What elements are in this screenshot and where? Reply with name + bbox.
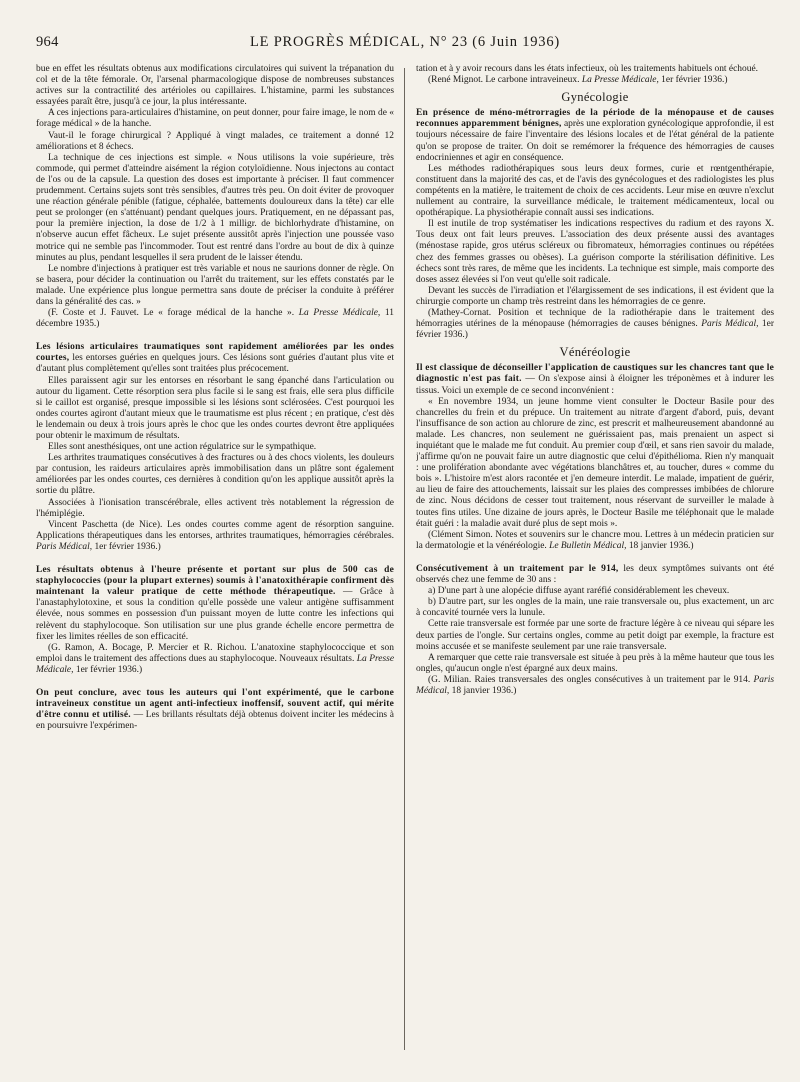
lead-sentence: Les lésions articulaires traumatiques sont rapidement améliorées par les ondes courtes, bbox=[36, 342, 394, 364]
paragraph: Les méthodes radiothérapiques sous leurs deux formes, curie et rœntgenthérapie, constituent dans la majorité des cas, et de l'avis des gynécologues et des radiologistes les plus compétents en la matière, le traitement de choix de ces accidents. Leur mise en œuvre n'exclut nullement au contraire, la surveillance médicale, le traitement médicamenteux, local ou opothérapique. La physiothérapie connaît aussi ses indications. bbox=[416, 163, 774, 219]
section-heading-gynecologie: Gynécologie bbox=[561, 90, 629, 105]
paragraph: On peut conclure, avec tous les auteurs qui l'ont expérimenté, que le carbone intraveineux constitue un agent anti-infectieux inoffensif, souvent actif, qui mérite d'être connu et utilisé. — Les brillants résultats déjà obtenus doivent inciter les médecins à en poursuivre l'expérimen- bbox=[36, 687, 394, 732]
reference: (Clément Simon. Notes et souvenirs sur le chancre mou. Lettres à un médecin praticien sur la dermatologie et la vénéréologie. Le Bulletin Médical, 18 janvier 1936.) bbox=[416, 529, 774, 551]
paragraph: La technique de ces injections est simple. « Nous utilisons la voie supérieure, très commode, qui permet d'atteindre aisément la région cotyloïdienne. Nous injectons au contact de l'os ou de la capsule. La question des doses est importante à préciser. Il faut commencer prudemment. Certains sujets sont très sensibles, d'autres très peu. On doit éviter de provoquer une réaction générale pénible (fatigue, céphalée, battements douloureux dans la tête) car elle peut se prolonger (en s'atténuant) pendant quelques jours. Pratiquement, en ne dépassant pas, pour la première injection, la dose de 1/2 à 1 milligr. de bichlorhydrate d'histamine, on n'observe aucun effet fâcheux. Le sujet présente aussitôt après l'injection une poussée vaso motrice qui ne semble pas l'incommoder. Tout est rentré dans l'ordre au bout de dix à quinze minutes au plus, pendant lesquelles il sera prudent de le laisser étendu. bbox=[36, 152, 394, 263]
page-number: 964 bbox=[36, 34, 59, 50]
paragraph: Les résultats obtenus à l'heure présente et portant sur plus de 500 cas de staphylococcies (pour la plupart externes) soumis à l'anatoxithérapie confirment dès maintenant la valeur pratique de cette méthode thérapeutique. — Grâce à l'anastaphylotoxine, et sous la condition qu'elle possède une valeur antigène suffisamment élevée, nous sommes en possession d'un puissant moyen de lutte contre les infections qui relèvent du staphylocoque. Son utilisation sur une plus grande échelle encore permettra de fixer les limites réelles de son efficacité. bbox=[36, 565, 394, 642]
column-divider bbox=[404, 68, 405, 1050]
paragraph: En présence de méno-métrorragies de la période de la ménopause et de causes reconnues apparemment bénignes, après une exploration gynécologique approfondie, il est toujours nécessaire de faire l'inventaire des lésions locales et de l'état général de la patiente qu'on se propose de traiter. On doit se remémorer la fréquence des hémorragies de causes endocriniennes et agir en conséquence. bbox=[416, 108, 774, 163]
lead-sentence: En présence de méno-métrorragies de la période de la ménopause et de causes reconnues apparemment bénignes, bbox=[416, 108, 774, 130]
section-heading-venereologie: Vénéréologie bbox=[559, 345, 631, 360]
paragraph: Associées à l'ionisation transcérébrale, elles activent très notablement la régression de l'hémiplégie. bbox=[36, 497, 394, 519]
lead-sentence: Consécutivement à un traitement par le 914, bbox=[416, 563, 619, 574]
reference: (F. Coste et J. Fauvet. Le « forage médical de la hanche ». La Presse Médicale, 11 décembre 1935.) bbox=[36, 308, 394, 330]
paragraph: b) D'autre part, sur les ongles de la main, une raie transversale ou, plus exactement, un arc à concavité tournée vers la lunule. bbox=[416, 597, 774, 619]
reference: (Mathey-Cornat. Position et technique de la radiothérapie dans le traitement des hémorragies utérines de la ménopause (hémorragies de causes bénignes. Paris Médical, 1er février 1936.) bbox=[416, 307, 774, 341]
paragraph: A remarquer que cette raie transversale est située à peu près à la même hauteur que tous les ongles, qu'aucun ongle n'est épargné aux deux mains. bbox=[416, 652, 774, 674]
lead-sentence: On peut conclure, avec tous les auteurs qui l'ont expérimenté, que le carbone intraveineux constitue un agent anti-infectieux inoffensif, souvent actif, qui mérite d'être connu et utilisé. bbox=[36, 687, 394, 721]
left-column bbox=[36, 64, 394, 1064]
paragraph: A ces injections para-articulaires d'histamine, on peut donner, pour faire image, le nom de « forage médical » de la hanche. bbox=[36, 108, 394, 130]
paragraph: Vaut-il le forage chirurgical ? Appliqué à vingt malades, ce traitement a donné 12 améliorations et 8 échecs. bbox=[36, 130, 394, 152]
paragraph: tation et à y avoir recours dans les états infectieux, où les traitements habituels ont échoué. bbox=[416, 64, 758, 74]
right-column bbox=[416, 64, 774, 1064]
reference: (G. Ramon, A. Bocage, P. Mercier et R. Richou. L'anatoxine staphylococcique et son emploi dans le traitement des affections dues au staphylocoque. Nouveaux résultats. La Presse Médicale, 1er février 1936.) bbox=[36, 642, 394, 675]
paragraph: « En novembre 1934, un jeune homme vient consulter le Docteur Basile pour des chancrelles du frein et du prépuce. Un traitement au nitrate d'argent d'abord, puis, devant l'insuffisance de son action au chlorure de zinc, est prescrit et malheureusement abandonné au malade. Les chancres, non seulement ne guérissaient pas, mais prenaient un aspect si inquiétant que le malade me fut conduit. Au premier coup d'œil, et sans rien savoir du malade, j'affirme qu'on ne pouvait faire un autre diagnostic que celui d'épithélioma. Rien n'y manquait : une prolifération abondante avec végétations blanchâtres et, au toucher, dures « comme du bois ». L'histoire m'est alors racontée et j'en demeure interdit. Le malade, impatient de guérir, au lieu de faire des attouchements, laissait sur les plaies des compresses imbibées de chlorure de zinc. Nous décidons de cesser tout traitement, nous réservant de surveiller le malade à toutes fins utiles. Une dizaine de jours après, le Docteur Basile me téléphonait que le malade était guéri : la maladie avait duré plus de sept mois ». bbox=[416, 396, 774, 529]
paragraph: a) D'une part à une alopécie diffuse ayant raréfié considérablement les cheveux. bbox=[428, 586, 730, 597]
paragraph: bue en effet les résultats obtenus aux modifications circulatoires qui suivent la trépanation du col et de la tête fémorale. Or, l'arsenal pharmacologique dispose de nombreuses substances actives sur la contractilité des artérioles ou capillaires. L'histamine, parmi les substances essayées paraît être, jusqu'à ce jour, la plus intéressante. bbox=[36, 64, 394, 108]
reference: (G. Milian. Raies transversales des ongles consécutives à un traitement par le 914. Paris Médical, 18 janvier 1936.) bbox=[416, 674, 774, 696]
paragraph: Elles paraissent agir sur les entorses en résorbant le sang épanché dans l'articulation ou autour du ligament. Cette résorption sera plus facile si le sang est frais, elle sera plus difficile si le caillot est organisé, presque impossible si les lésions sont sclérosées. C'est pourquoi les ondes courtes agiront d'autant mieux que le traumatisme est plus récent ; en pratique, c'est dès le lendemain ou deux à trois jours après le choc que les ondes courtes devront être appliquées pour obtenir le maximum de résultats. bbox=[36, 375, 394, 441]
reference: Vincent Paschetta (de Nice). Les ondes courtes comme agent de résorption sanguine. Applications thérapeutiques dans les entorses, arthrites traumatiques, hémorragies cérébrales. Paris Médical, 1er février 1936.) bbox=[36, 519, 394, 552]
paragraph: Elles sont anesthésiques, ont une action régulatrice sur le sympathique. bbox=[48, 442, 317, 453]
paragraph: Cette raie transversale est formée par une sorte de fracture légère à ce niveau qui sépare les deux parties de l'ongle. Sur certains ongles, comme au petit doigt par exemple, la fracture est moins accusée et se manifeste seulement par une raie transversale. bbox=[416, 619, 774, 652]
running-header bbox=[36, 34, 774, 58]
running-title: LE PROGRÈS MÉDICAL, N° 23 (6 Juin 1936) bbox=[249, 34, 561, 50]
paragraph: Il est classique de déconseiller l'application de caustiques sur les chancres tant que le diagnostic n'est pas fait. — On s'expose ainsi à éloigner les tréponèmes et à indurer les tissus. Voici un exemple de ce second inconvénient : bbox=[416, 363, 774, 396]
two-column-body bbox=[36, 64, 774, 1064]
paragraph: Le nombre d'injections à pratiquer est très variable et nous ne saurions donner de règle. On se basera, pour décider la continuation ou l'arrêt du traitement, sur les effets constatés par le malade. Une expérience plus longue permettra sans doute de préciser la conduite à préférer dans la généralité des cas. » bbox=[36, 263, 394, 307]
paragraph: Il est inutile de trop systématiser les indications respectives du radium et des rayons X. Tous deux ont fait leurs preuves. L'association des deux présente aussi des avantages (ménostase rapide, gros utérus scléreux ou fibromateux, hémorragies continues ou répétées chez des femmes grasses ou obèses). La guérison comporte la stérilisation définitive. Les échecs sont très rares, de même que les incidents. La technique est simple, mais comporte des doses assez élevées si l'on veut qu'elle soit radicale. bbox=[416, 219, 774, 285]
paragraph: Devant les succès de l'irradiation et l'élargissement de ses indications, il est évident que la chirurgie comporte un champ très restreint dans les hémorragies de ce genre. bbox=[416, 285, 774, 307]
lead-sentence: Il est classique de déconseiller l'application de caustiques sur les chancres tant que le diagnostic n'est pas fait. bbox=[416, 363, 774, 385]
paragraph: Les lésions articulaires traumatiques sont rapidement améliorées par les ondes courtes, les entorses guéries en quelques jours. Ces lésions sont guéries d'autant plus vite et d'autant plus complètement qu'elles sont traitées plus précocement. bbox=[36, 342, 394, 375]
paragraph: Consécutivement à un traitement par le 914, les deux symptômes suivants ont été observés chez une femme de 30 ans : bbox=[416, 563, 774, 586]
lead-sentence: Les résultats obtenus à l'heure présente et portant sur plus de 500 cas de staphylococcies (pour la plupart externes) soumis à l'anatoxithérapie confirment dès maintenant la valeur pratique de cette méthode thérapeutique. bbox=[36, 565, 394, 598]
reference: (René Mignot. Le carbone intraveineux. La Presse Médicale, 1er février 1936.) bbox=[428, 75, 728, 86]
paragraph: Les arthrites traumatiques consécutives à des fractures ou à des chocs violents, les douleurs par contusion, les raideurs articulaires après immobilisation dans un plâtre sont également améliorées par les ondes courtes, ces dernières à condition qu'on les applique aussitôt après la sortie du plâtre. bbox=[36, 453, 394, 497]
